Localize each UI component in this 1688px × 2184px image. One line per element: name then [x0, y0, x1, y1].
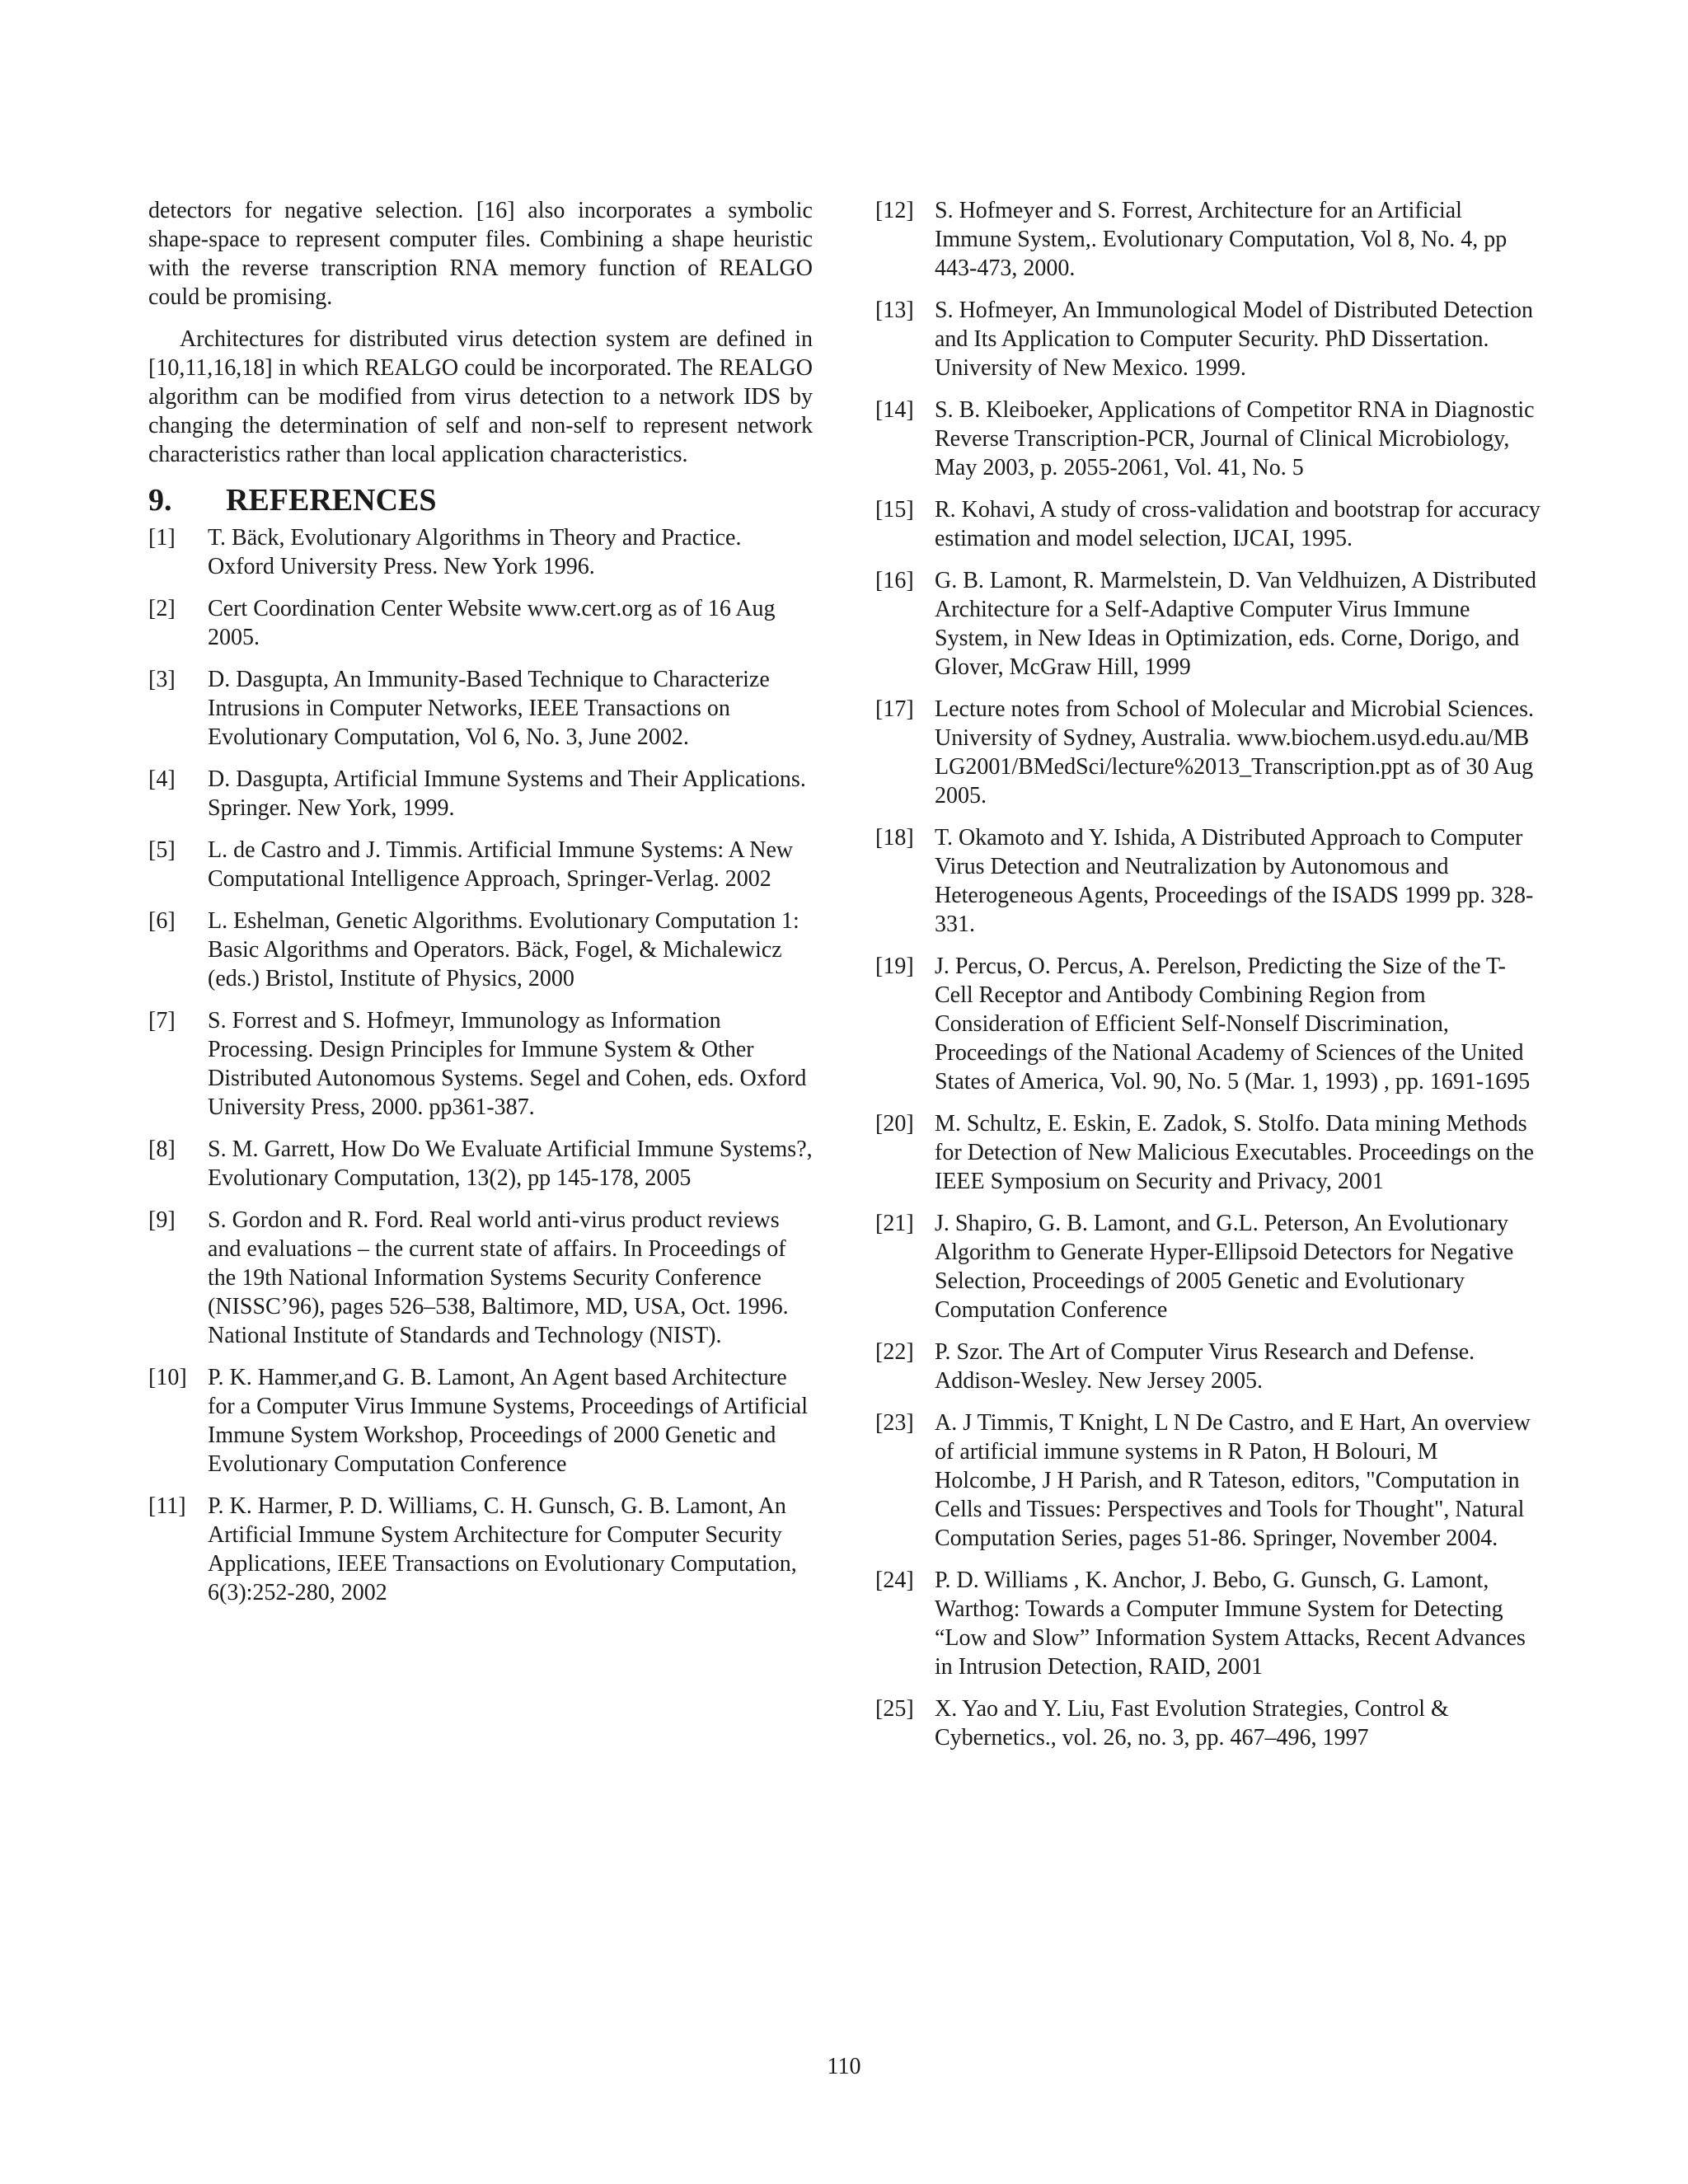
- reference-text: J. Shapiro, G. B. Lamont, and G.L. Peterson, An Evolutionary Algorithm to Generate Hyper-Ellipsoid Detectors for Negative Selection, Proceedings of 2005 Genetic and Evolutionary Computation Conference: [935, 1211, 1514, 1323]
- reference-item: [148, 1206, 813, 1350]
- reference-text: T. Bäck, Evolutionary Algorithms in Theory and Practice. Oxford University Press. New York 1996.: [208, 525, 742, 579]
- reference-text: P. Szor. The Art of Computer Virus Research and Defense. Addison-Wesley. New Jersey 2005.: [935, 1339, 1475, 1394]
- reference-number: [24]: [875, 1568, 914, 1593]
- reference-number: [4]: [148, 766, 176, 792]
- reference-item: [875, 1566, 1541, 1681]
- reference-text: M. Schultz, E. Eskin, E. Zadok, S. Stolfo. Data mining Methods for Detection of New Malicious Executables. Proceedings on the IEEE Symposium on Security and Privacy, 2001: [935, 1111, 1535, 1194]
- reference-item: [875, 566, 1541, 682]
- reference-item: [875, 396, 1541, 482]
- intro-paragraph-1: detectors for negative selection. [16] also incorporates a symbolic shape-space to represent computer files. Combining a shape heuristic with the reverse transcription RNA memory function of REALGO could be promising.: [148, 198, 813, 310]
- reference-text: L. de Castro and J. Timmis. Artificial Immune Systems: A New Computational Intelligence Approach, Springer-Verlag. 2002: [208, 837, 794, 892]
- reference-text: R. Kohavi, A study of cross-validation and bootstrap for accuracy estimation and model selection, IJCAI, 1995.: [935, 497, 1540, 551]
- reference-number: [20]: [875, 1111, 914, 1137]
- reference-text: S. Hofmeyer and S. Forrest, Architecture for an Artificial Immune System,. Evolutionary Computation, Vol 8, No. 4, pp 443-473, 2000.: [935, 198, 1507, 281]
- reference-number: [2]: [148, 596, 176, 621]
- reference-number: [5]: [148, 837, 176, 863]
- reference-item: [875, 1109, 1541, 1196]
- reference-text: P. D. Williams , K. Anchor, J. Bebo, G. Gunsch, G. Lamont, Warthog: Towards a Computer Immune System for Detecting “Low and Slow” Information System Attacks, Recent Advances in Intrusion Detection, RAID, 2001: [935, 1568, 1526, 1680]
- reference-item: [875, 495, 1541, 553]
- left-column: [148, 196, 813, 1620]
- reference-text: D. Dasgupta, Artificial Immune Systems and Their Applications. Springer. New York, 1999.: [208, 766, 806, 821]
- right-column: [875, 196, 1541, 1765]
- reference-text: S. B. Kleiboeker, Applications of Competitor RNA in Diagnostic Reverse Transcription-PCR, Journal of Clinical Microbiology, May 2003, p. 2055-2061, Vol. 41, No. 5: [935, 397, 1535, 480]
- reference-number: [19]: [875, 954, 914, 979]
- intro-paragraph-2: Architectures for distributed virus detection system are defined in [10,11,16,18] in which REALGO could be incorporated. The REALGO algorithm can be modified from virus detection to a network IDS by changing the determination of self and non-self to represent network characteristics rather than local application characteristics.: [148, 326, 813, 467]
- reference-item: [875, 296, 1541, 382]
- reference-item: [875, 196, 1541, 283]
- reference-item: [148, 1363, 813, 1479]
- reference-text: P. K. Harmer, P. D. Williams, C. H. Gunsch, G. B. Lamont, An Artificial Immune System Architecture for Computer Security Applications, IEEE Transactions on Evolutionary Computation, 6(3):252-280, 2002: [208, 1493, 797, 1605]
- reference-item: [875, 695, 1541, 810]
- reference-text: S. Hofmeyer, An Immunological Model of Distributed Detection and Its Application to Computer Security. PhD Dissertation. University of New Mexico. 1999.: [935, 298, 1533, 381]
- section-title: REFERENCES: [226, 483, 437, 518]
- reference-number: [12]: [875, 198, 914, 223]
- reference-item: [875, 1694, 1541, 1752]
- reference-text: J. Percus, O. Percus, A. Perelson, Predicting the Size of the T-Cell Receptor and Antibody Combining Region from Consideration of Efficient Self-Nonself Discrimination, Proceedings of the National Academy of Sciences of the United States of America, Vol. 90, No. 5 (Mar. 1, 1993) , pp. 1691-1695: [935, 954, 1531, 1094]
- reference-item: [148, 1492, 813, 1607]
- reference-number: [11]: [148, 1493, 186, 1519]
- reference-number: [18]: [875, 825, 914, 851]
- reference-text: A. J Timmis, T Knight, L N De Castro, and E Hart, An overview of artificial immune systems in R Paton, H Bolouri, M Holcombe, J H Parish, and R Tateson, editors, "Computation in Cells and Tissues: Perspectives and Tools for Thought", Natural Computation Series, pages 51-86. Springer, November 2004.: [935, 1410, 1531, 1551]
- reference-item: [148, 1135, 813, 1193]
- reference-item: [148, 765, 813, 823]
- reference-number: [6]: [148, 908, 176, 934]
- reference-item: [875, 1209, 1541, 1324]
- reference-number: [13]: [875, 298, 914, 323]
- reference-list-right: [875, 196, 1541, 1752]
- reference-number: [1]: [148, 525, 176, 551]
- reference-number: [16]: [875, 568, 914, 593]
- reference-number: [23]: [875, 1410, 914, 1436]
- reference-number: [9]: [148, 1207, 176, 1233]
- reference-text: S. Gordon and R. Ford. Real world anti-virus product reviews and evaluations – the current state of affairs. In Proceedings of the 19th National Information Systems Security Conference (NISSC’96), pages 526–538, Baltimore, MD, USA, Oct. 1996. National Institute of Standards and Technology (NIST).: [208, 1207, 789, 1348]
- reference-text: Lecture notes from School of Molecular and Microbial Sciences. University of Sydney, Australia. www.biochem.usyd.edu.au/MBLG2001/BMedSci/lecture%2013_Transcription.ppt as of 30 Aug 2005.: [935, 696, 1534, 808]
- reference-item: [875, 1338, 1541, 1395]
- section-heading: [148, 482, 813, 518]
- reference-number: [21]: [875, 1211, 914, 1236]
- reference-number: [14]: [875, 397, 914, 423]
- reference-text: D. Dasgupta, An Immunity-Based Technique to Characterize Intrusions in Computer Networks, IEEE Transactions on Evolutionary Computation, Vol 6, No. 3, June 2002.: [208, 667, 770, 750]
- reference-item: [148, 594, 813, 652]
- reference-text: L. Eshelman, Genetic Algorithms. Evolutionary Computation 1: Basic Algorithms and Operators. Bäck, Fogel, & Michalewicz (eds.) Bristol, Institute of Physics, 2000: [208, 908, 799, 991]
- reference-text: S. Forrest and S. Hofmeyr, Immunology as Information Processing. Design Principles for Immune System & Other Distributed Autonomous Systems. Segel and Cohen, eds. Oxford University Press, 2000. pp361-387.: [208, 1008, 807, 1120]
- reference-text: T. Okamoto and Y. Ishida, A Distributed Approach to Computer Virus Detection and Neutralization by Autonomous and Heterogeneous Agents, Proceedings of the ISADS 1999 pp. 328-331.: [935, 825, 1534, 937]
- reference-item: [875, 823, 1541, 939]
- reference-number: [8]: [148, 1137, 176, 1162]
- reference-number: [10]: [148, 1365, 187, 1390]
- reference-item: [148, 1006, 813, 1122]
- reference-number: [22]: [875, 1339, 914, 1365]
- reference-item: [148, 523, 813, 581]
- reference-number: [15]: [875, 497, 914, 523]
- reference-number: [17]: [875, 696, 914, 722]
- reference-item: [875, 952, 1541, 1096]
- reference-text: X. Yao and Y. Liu, Fast Evolution Strategies, Control & Cybernetics., vol. 26, no. 3, pp. 467–496, 1997: [935, 1696, 1449, 1750]
- reference-item: [148, 907, 813, 993]
- reference-number: [25]: [875, 1696, 914, 1722]
- reference-number: [7]: [148, 1008, 176, 1033]
- reference-item: [148, 836, 813, 893]
- reference-text: Cert Coordination Center Website www.cert.org as of 16 Aug 2005.: [208, 596, 776, 650]
- reference-number: [3]: [148, 667, 176, 692]
- reference-item: [148, 665, 813, 752]
- reference-text: G. B. Lamont, R. Marmelstein, D. Van Veldhuizen, A Distributed Architecture for a Self-Adaptive Computer Virus Immune System, in New Ideas in Optimization, eds. Corne, Dorigo, and Glover, McGraw Hill, 1999: [935, 568, 1537, 680]
- section-number: 9.: [148, 483, 172, 518]
- reference-list-left: [148, 523, 813, 1607]
- reference-text: P. K. Hammer,and G. B. Lamont, An Agent based Architecture for a Computer Virus Immune Systems, Proceedings of Artificial Immune System Workshop, Proceedings of 2000 Genetic and Evolutionary Computation Conference: [208, 1365, 809, 1477]
- page-number: 110: [827, 2054, 861, 2079]
- reference-item: [875, 1408, 1541, 1553]
- reference-text: S. M. Garrett, How Do We Evaluate Artificial Immune Systems?, Evolutionary Computation, 13(2), pp 145-178, 2005: [208, 1137, 813, 1191]
